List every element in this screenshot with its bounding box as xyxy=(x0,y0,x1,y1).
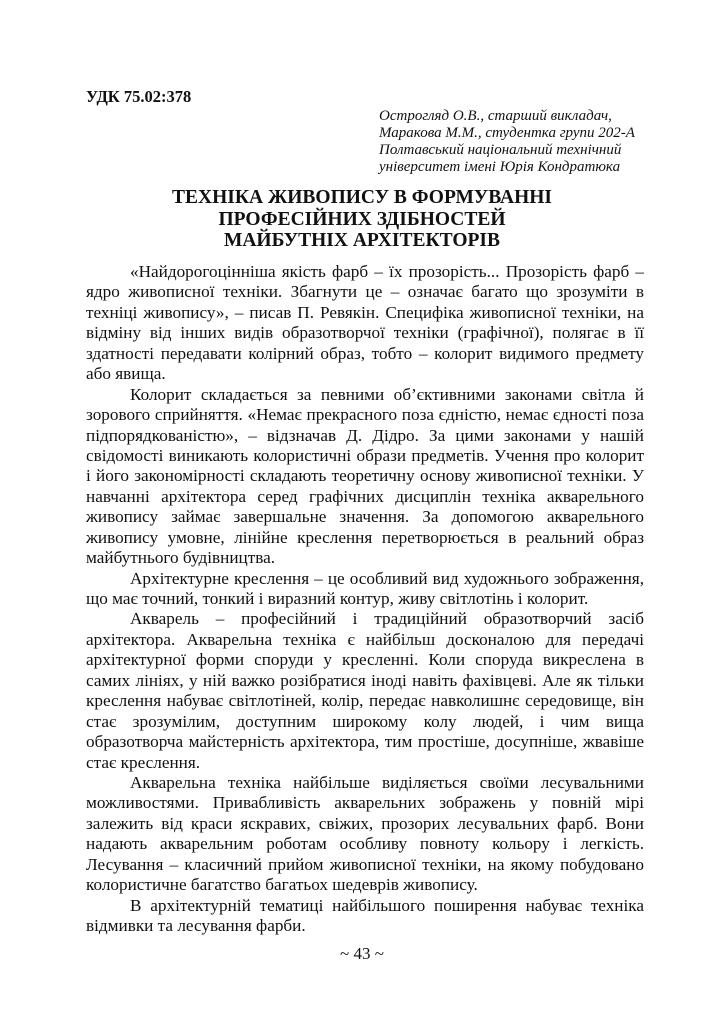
text-line: самих лініях, у ній важко розібратися іноді навіть фахівцеві. Але як тільки xyxy=(86,670,644,690)
paragraph xyxy=(86,262,644,385)
paragraph xyxy=(86,896,644,937)
text-line: живопису займає завершальне значення. За допомогою акварельного xyxy=(86,507,644,527)
author-line: Маракова М.М., студентка групи 202-А xyxy=(379,125,635,141)
affiliation-line: університет імені Юрія Кондратюка xyxy=(379,159,621,175)
affiliation-line: Полтавський національний технічний xyxy=(379,142,622,158)
paragraph xyxy=(86,385,644,569)
paragraph xyxy=(86,569,644,610)
title-line: МАЙБУТНІХ АРХІТЕКТОРІВ xyxy=(223,230,501,251)
text-line: Колорит складається за певними об’єктивними законами світла й xyxy=(130,384,644,404)
article-body xyxy=(86,262,644,936)
text-line: Архітектурне креслення – це особливий вид художнього зображення, xyxy=(130,568,644,588)
text-line: Лесування – класичний прийом живописної техніки, на якому побудовано xyxy=(86,854,644,874)
text-line: відміну від інших видів образотворчої техніки (графічної), полягає в її xyxy=(86,323,644,343)
text-line: стає зрозумілим, доступним широкому колу людей, і чим вища xyxy=(86,711,644,731)
paragraph xyxy=(86,609,644,773)
authors-block xyxy=(379,108,635,176)
text-line: В архітектурній тематиці найбільшого поширення набуває техніка xyxy=(130,895,644,915)
title-line: ТЕХНІКА ЖИВОПИСУ В ФОРМУВАННІ xyxy=(172,187,552,208)
text-line: залежить від краси яскравих, свіжих, прозорих лесувальних фарб. Вони xyxy=(86,813,644,833)
text-line: Акварель – професійний і традиційний образотворчий засіб xyxy=(130,609,644,629)
text-line: креслення набуває світлотіней, колір, передає навколишнє середовище, він xyxy=(86,691,644,711)
text-line: відмивки та лесування фарби. xyxy=(86,916,306,935)
text-line: ядро живописної техніки. Збагнути це – означає багато що зрозуміти в xyxy=(86,282,644,302)
page-number: ~ 43 ~ xyxy=(340,944,384,963)
text-line: архітектурної форми споруди у кресленні. Коли споруда викреслена в xyxy=(86,650,644,670)
text-line: свідомості виникають колористичні образи предметів. Учення про колорит xyxy=(86,445,644,465)
udk-code: УДК 75.02:378 xyxy=(86,87,192,106)
text-line: і його закономірності складають теоретичну основу живописної техніки. У xyxy=(86,466,644,486)
text-line: надають акварельним роботам особливу повноту кольору і легкість. xyxy=(86,834,644,854)
text-line: навчанні архітектора серед графічних дисциплін техніка акварельного xyxy=(86,486,644,506)
text-line: колористичне багатство багатьох шедеврів живопису. xyxy=(86,875,478,895)
text-line: образотворча майстерність архітектора, тим простіше, досупніше, жвавіше xyxy=(86,732,644,752)
text-line: що має точний, тонкий і виразний контур, живу світлотінь і колорит. xyxy=(86,589,589,608)
text-line: стає креслення. xyxy=(86,752,201,772)
text-line: «Найдорогоцінніша якість фарб – їх прозорість... Прозорість фарб – xyxy=(130,262,644,281)
text-line: зорового сприйняття. «Немає прекрасного поза єдністю, немає єдності поза xyxy=(86,405,644,425)
text-line: техніці живопису», – писав П. Ревякін. Специфіка живописної техніки, на xyxy=(86,302,644,322)
text-line: здатності передавати колірний образ, тобто – колорит видимого предмету xyxy=(86,343,644,363)
text-line: архітектора. Акварельна техніка є найбільш досконалою для передачі xyxy=(86,629,644,649)
title-line: ПРОФЕСІЙНИХ ЗДІБНОСТЕЙ xyxy=(218,208,506,230)
text-line: живопису умовне, лінійне креслення перетворюється в реальний образ xyxy=(86,527,644,547)
paragraph xyxy=(86,773,644,896)
text-line: або явища. xyxy=(86,364,166,384)
text-line: можливостями. Привабливість акварельних зображень у повній мірі xyxy=(86,793,644,813)
text-line: Акварельна техніка найбільше виділяється своїми лесувальними xyxy=(130,772,644,792)
article-title xyxy=(0,187,724,252)
text-line: підпорядкованістю», – відзначав Д. Дідро. За цими законами у нашій xyxy=(86,425,644,445)
text-line: майбутнього будівництва. xyxy=(86,548,276,568)
author-line: Острогляд О.В., старший викладач, xyxy=(379,108,612,124)
